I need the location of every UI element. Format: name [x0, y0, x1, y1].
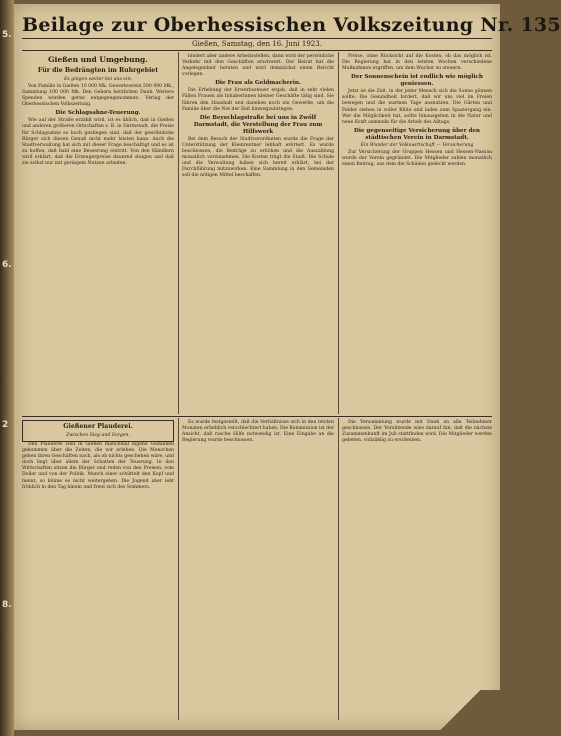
- article-text: Den Plauderei sind in Gießen manchmal eigene Gedanken gekommen über die Zeiten, die wir erleben. Die Menschen gehen ihren Geschäften nach, als ob nichts geschehen wäre, und doch liegt über allem der Schatten der Teuerung. In den Wirtschaften sitzen die Bürger und reden von den Preisen, vom Dollar und von der Politik. Manch einer schüttelt den Kopf und meint, so könne es nicht weitergehen. Die Jugend aber lebt fröhlich in den Tag hinein und freut sich des Sommers.: [22, 442, 174, 490]
- article-text: Preise, ohne Rücksicht auf die Kosten, ob das möglich ist. Die Regierung hat in den letzten Wochen verschiedene Maßnahmen ergriffen, um dem Wucher zu steuern.: [342, 54, 492, 72]
- column-lower-middle: [182, 420, 334, 720]
- newspaper-page: [14, 4, 561, 730]
- book-spine: [0, 0, 14, 736]
- article-text: Bei dem Besuch der Stadtverordneten wurde die Frage der Unterstützung der Kleinrentner lebhaft erörtert. Es wurde beschlossen, die Beiträge zu erhöhen und die Auszahlung monatlich vorzunehmen. Die Kosten trägt die Stadt. Die Schule und die Verwaltung haben sich bereit erklärt, bei der Durchführung mitzuwirken. Eine Sammlung in den Gemeinden soll die nötigen Mittel beschaffen.: [182, 136, 334, 179]
- plauderei-box: [22, 420, 174, 442]
- article-subtitle: Ein Wunder der Volkswirtschaft — Versicherung: [360, 142, 474, 148]
- article-subtitle: Zwischen Sieg und Sorgen.: [66, 433, 130, 438]
- section-title: Gießen und Umgebung.: [48, 55, 148, 64]
- article-text: bindert aber andere Arbeitsstellen, dann wird der persönliche Verkehr mit den Geschäften erschwert. Der Beirat hat die Angelegenheit beraten und wird demnächst einen Bericht vorlegen.: [182, 54, 334, 78]
- dateline-rule: [22, 50, 492, 51]
- article-text: Von Familie in Gießen 10 000 Mk. Gewerkverein 500 000 Mk., Sammlung 100 000 Mk. Den Gebern herzlichen Dank. Weitere Spenden werden gerne entgegengenommen. Verlag der Oberhessischen Volkszeitung.: [22, 84, 174, 108]
- spine-mark: 6.: [2, 260, 12, 270]
- article-title: Die gegenseitige Versicherung über den städtischen Verein in Darmstadt.: [354, 127, 480, 141]
- masthead: Beilage zur Oberhessischen Volkszeitung Nr. 135: [22, 14, 561, 36]
- dateline: Gießen, Samstag, den 16. Juni 1923.: [192, 40, 322, 48]
- column-rule: [178, 418, 179, 720]
- article-title: Die Frau als Geldmacherin.: [215, 80, 301, 87]
- column-rule: [338, 418, 339, 720]
- article-text: Die Versammlung wurde mit Dank an alle Teilnehmer geschlossen. Der Vorsitzende wies darauf hin, daß die nächste Zusammenkunft im Juli stattfinden wird. Die Mitglieder werden gebeten, vollzählig zu erscheinen.: [342, 420, 492, 444]
- spine-mark: 8.: [2, 600, 12, 610]
- article-text: Zur Versicherung der Gruppen Hessen und Hessen-Nassau wurde der Verein gegründet. Die Mitglieder zahlen monatlich einen Beitrag, aus dem die Schäden gedeckt werden.: [342, 149, 492, 168]
- headline: Für die Bedrängten im Ruhrgebiet: [37, 67, 159, 74]
- article-text: Die Erhebung der Erwerbssteuer ergab, daß in sehr vielen Fällen Frauen als Inhaberinnen kleiner Geschäfte tätig sind. Sie führen den Haushalt und daneben noch ein Gewerbe, um die Familie über die Not der Zeit hinwegzubringen.: [182, 88, 334, 112]
- column-rule: [178, 52, 179, 414]
- article-title: Die Schlagsahne-Teuerung.: [55, 110, 141, 117]
- masthead-rule: [22, 38, 492, 39]
- spine-mark: 2: [2, 420, 9, 430]
- note: Es gingen weiter bei uns ein:: [64, 77, 132, 82]
- section-rule: [22, 416, 492, 417]
- column-giessen: [22, 54, 174, 414]
- article-text: Wie auf der Straße erzählt wird, ist es üblich, daß in Gießen und anderen größeren Ortschaften z. B. in Darmstadt, die Preise für Schlagsahne so hoch gestiegen sind, daß der gewöhnliche Bürger sich diesen Genuß nicht mehr leisten kann. Auch die Stadtverwaltung hat sich mit dieser Frage beschäftigt und es ist zu hoffen, daß bald eine Besserung eintritt. Von den Händlern wird erklärt, daß die Erzeugerpreise dauernd steigen und daß sie selbst nur mit geringem Nutzen arbeiten.: [22, 118, 174, 167]
- column-middle: [182, 54, 334, 414]
- article-text: Jetzt ist die Zeit, in der jeder Mensch sich die Sonne gönnen sollte. Die Gesundheit fordert, daß wir uns viel im Freien bewegen und die warmen Tage ausnutzen. Die Gärten und Felder stehen in voller Blüte und laden zum Spaziergang ein. Wer die Möglichkeit hat, sollte hinausgehen in die Natur und neue Kraft sammeln für die Arbeit des Alltags.: [342, 89, 492, 125]
- article-title: Gießener Plauderei.: [63, 423, 133, 430]
- column-right: [342, 54, 492, 414]
- column-plauderei: [22, 420, 174, 720]
- spine-mark: 5.: [2, 30, 12, 40]
- article-title: Die Beyschlagstraße bei uns in Zwölf Darmstadt, die Verstellung der Frau zum Hilfswerk: [193, 114, 323, 135]
- article-title: Der Sonnenschein ist endlich wie möglich geniessen.: [351, 74, 483, 88]
- column-rule: [338, 52, 339, 414]
- torn-corner: [440, 690, 500, 730]
- column-lower-right: [342, 420, 492, 720]
- article-text: Es wurde festgestellt, daß die Verhältnisse sich in den letzten Monaten erheblich verschlechtert haben. Die Kommission ist der Ansicht, daß rasche Hilfe notwendig ist. Eine Eingabe an die Regierung wurde beschlossen.: [182, 420, 334, 444]
